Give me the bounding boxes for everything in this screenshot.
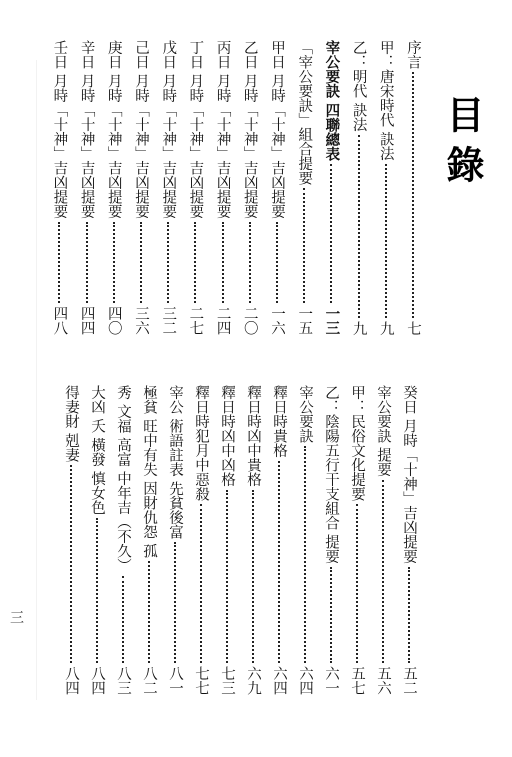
- toc-entry: [241, 40, 259, 335]
- toc-entry-title: 宰公 術語註表 先貧後富: [167, 385, 183, 540]
- toc-entry: [88, 385, 106, 695]
- leader-dots: [356, 504, 358, 663]
- leader-dots: [330, 164, 332, 303]
- toc-entry-page: 五二: [401, 666, 417, 695]
- toc-entry-title: 釋日時貴格: [271, 385, 287, 458]
- toc-entry-title: 釋日時凶中凶格: [219, 385, 235, 487]
- toc-entry: [214, 40, 232, 335]
- toc-entry-page: 六一: [323, 666, 339, 695]
- toc-entry-page: 六四: [271, 666, 287, 695]
- toc-entry: [322, 385, 340, 695]
- toc-entry-page: 七七: [193, 666, 209, 695]
- toc-entry-page: 二七: [187, 306, 204, 335]
- toc-entry-page: 八一: [167, 666, 183, 695]
- toc-entry-page: 六九: [245, 666, 261, 695]
- toc-entry-page: 八三: [115, 666, 131, 695]
- toc-entry-page: 二四: [214, 306, 231, 335]
- toc-entry-title: 甲：唐宋時代 訣法: [377, 40, 394, 161]
- toc-entry-page: 六四: [297, 666, 313, 695]
- leader-dots: [194, 222, 196, 303]
- toc-entry: [186, 40, 204, 335]
- toc-entry-page: 七: [405, 320, 421, 335]
- toc-entry: [50, 40, 68, 335]
- toc-entry-page: 八二: [141, 666, 157, 695]
- toc-entry-page: 一五: [296, 306, 313, 335]
- leader-dots: [222, 222, 224, 303]
- toc-entry-title: 己日 月時「十神」吉凶提要: [133, 40, 149, 219]
- toc-entry-title: 極貧 旺中有失 因財仇怨 孤: [141, 385, 157, 559]
- toc-entry: [62, 385, 80, 695]
- toc-entry-page: 五七: [349, 666, 365, 695]
- toc-entry-page: 五六: [375, 666, 391, 695]
- leader-dots: [276, 222, 278, 303]
- toc-entry-title: 宰公要訣: [297, 385, 313, 443]
- toc-entry: [218, 385, 236, 695]
- toc-entry: [114, 385, 132, 695]
- toc-entry: [296, 385, 314, 695]
- scan-artifact-line: [36, 60, 37, 700]
- leader-dots: [278, 461, 280, 664]
- toc-entry: [192, 385, 210, 695]
- toc-entry-page: 九: [350, 320, 367, 335]
- leader-dots: [358, 135, 360, 318]
- toc-entry-title: 秀 文福 高富 中年吉（不久）: [115, 385, 131, 573]
- toc-entry: [132, 40, 150, 335]
- leader-dots: [96, 518, 98, 663]
- toc-entry: [78, 40, 96, 335]
- page-number: 三: [8, 610, 24, 624]
- leader-dots: [412, 72, 414, 318]
- toc-entry-page: 一三: [323, 306, 340, 335]
- toc-entry: [400, 385, 418, 695]
- leader-dots: [330, 567, 332, 663]
- toc-entry-title: 壬日 月時「十神」吉凶提要: [51, 40, 68, 219]
- toc-entry: [244, 385, 262, 695]
- toc-entry-page: 一六: [269, 306, 285, 335]
- toc-entry-title: 丙日 月時「十神」吉凶提要: [214, 40, 231, 219]
- leader-dots: [86, 222, 88, 303]
- toc-entry-title: 釋日時凶中貴格: [245, 385, 261, 487]
- toc-entry: [295, 40, 313, 335]
- toc-entry: [348, 385, 366, 695]
- toc-entry-title: 乙：明代 訣法: [350, 40, 367, 132]
- leader-dots: [70, 465, 72, 663]
- leader-dots: [140, 222, 142, 303]
- leader-dots: [174, 542, 176, 663]
- toc-entry-title: 乙：陰陽五行干支組合 提要: [323, 385, 339, 564]
- toc-entry-page: 七三: [219, 666, 235, 695]
- toc-entry-page: 八四: [89, 666, 105, 695]
- toc-entry-title: 乙日 月時「十神」吉凶提要: [241, 40, 258, 219]
- toc-entry: [105, 40, 123, 335]
- leader-dots: [226, 490, 228, 664]
- leader-dots: [58, 222, 60, 303]
- leader-dots: [113, 222, 115, 303]
- leader-dots: [249, 222, 251, 303]
- toc-entry-page: 三二: [160, 306, 177, 335]
- leader-dots: [122, 576, 124, 663]
- toc-entry-title: 得妻財 剋妻: [63, 385, 79, 463]
- toc-entry: [322, 40, 340, 335]
- toc-entry-title: 甲：民俗文化提要: [349, 385, 365, 501]
- toc-entry-page: 九: [377, 320, 394, 335]
- toc-entry-title: 辛日 月時「十神」吉凶提要: [78, 40, 95, 219]
- leader-dots: [303, 188, 305, 303]
- toc-entry-page: 三六: [133, 306, 149, 335]
- toc-entry-title: 序言: [405, 40, 421, 69]
- leader-dots: [167, 222, 169, 303]
- toc-entry-title: 癸日 月時「十神」吉凶提要: [401, 385, 417, 564]
- toc-entry-page: 四四: [78, 306, 95, 335]
- toc-entry: [268, 40, 286, 335]
- leader-dots: [252, 490, 254, 664]
- toc-entry-page: 四八: [51, 306, 68, 335]
- toc-entry: [377, 40, 395, 335]
- toc-entry: [159, 40, 177, 335]
- toc-entry-title: 甲日 月時「十神」吉凶提要: [269, 40, 285, 219]
- toc-entry-title: 「宰公要訣」組合提要: [296, 40, 313, 185]
- toc-entry-title: 戊日 月時「十神」吉凶提要: [160, 40, 177, 219]
- toc-entry: [404, 40, 422, 335]
- toc-entry-title: 庚日 月時「十神」吉凶提要: [105, 40, 122, 219]
- leader-dots: [382, 480, 384, 663]
- leader-dots: [200, 504, 202, 663]
- toc-entry: [374, 385, 392, 695]
- page-title: 目錄: [440, 95, 484, 195]
- toc-entry: [140, 385, 158, 695]
- toc-entry: [350, 40, 368, 335]
- toc-entry: [270, 385, 288, 695]
- toc-entry-page: 八四: [63, 666, 79, 695]
- toc-entry-title: 大凶 夭 橫發 慎女色: [89, 385, 105, 515]
- leader-dots: [304, 446, 306, 663]
- leader-dots: [408, 567, 410, 663]
- toc-entry: [166, 385, 184, 695]
- toc-entry-page: 四〇: [105, 306, 122, 335]
- leader-dots: [385, 164, 387, 318]
- toc-entry-title: 釋日時犯月中惡殺: [193, 385, 209, 501]
- toc-entry-title: 宰公要訣 四聯總表: [323, 40, 340, 162]
- toc-entry-title: 丁日 月時「十神」吉凶提要: [187, 40, 204, 219]
- leader-dots: [148, 561, 150, 663]
- toc-entry-page: 二〇: [241, 306, 258, 335]
- toc-entry-title: 宰公要訣 提要: [375, 385, 391, 477]
